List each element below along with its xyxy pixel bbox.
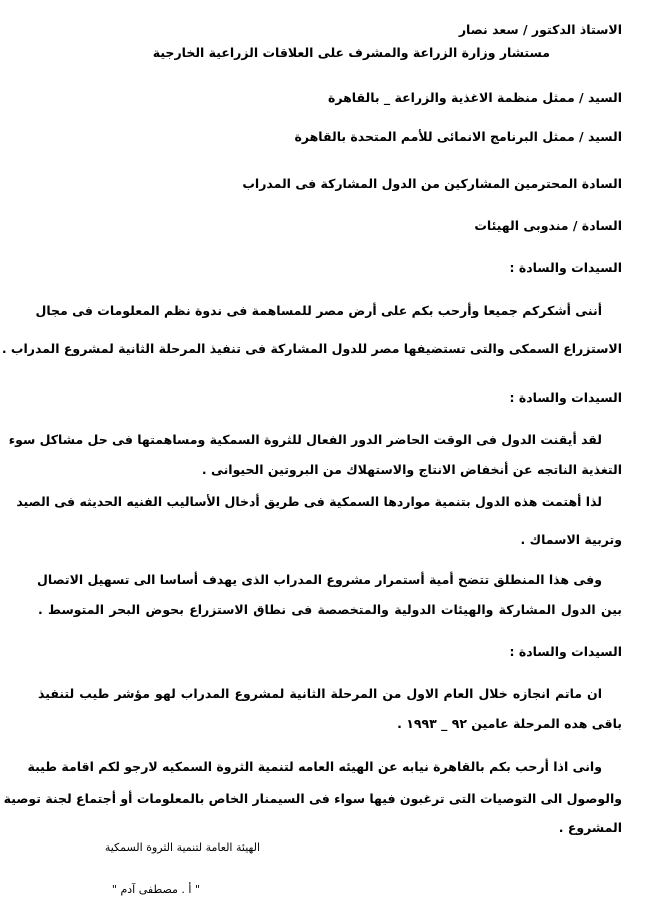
salutation-3: السيدات والسادة : (509, 644, 622, 659)
paragraph5-line2: باقى هده المرحلة عامين ٩٢ _ ١٩٩٣ . (397, 716, 622, 731)
paragraph1-line2: الاستزراع السمكى والتى تستضيفها مصر للدول المشاركة فى تنفيذ المرحلة الثانية لمشروع المدراب . (1, 341, 622, 356)
signature-name: " أ . مصطفى آدم " (111, 883, 200, 896)
paragraph3-line1: لذا أهتمت هذه الدول بتنمية مواردها السمكية فى طريق أدخال الأساليب الفنيه الحديثه فى الصيد (16, 494, 602, 509)
addressee-5: السادة / مندوبى الهيئات (474, 218, 622, 233)
paragraph2-line1: لقد أيقنت الدول فى الوقت الحاضر الدور الفعال للثروة السمكية ومساهمتها فى حل مشاكل سوء (8, 432, 602, 447)
salutation-1: السيدات والسادة : (509, 260, 622, 275)
paragraph4-line2: بين الدول المشاركة والهيئات الدولية والمتخصصة فى نطاق الاستزراع بحوض البحر المتوسط . (38, 602, 622, 617)
signature-title: الهيئة العامة لتنمية الثروة السمكية (104, 841, 260, 854)
paragraph4-line1: وفى هذا المنطلق تتضح أمية أستمرار مشروع المدراب الذى يهدف أساسا الى تسهيل الاتصال (37, 572, 602, 587)
paragraph6-line3: المشروع . (558, 820, 622, 835)
addressee-2: السيد / ممثل منظمة الاغذية والزراعة _ بالقاهرة (327, 90, 622, 105)
paragraph6-line2: والوصول الى التوصيات التى ترغبون فيها سواء فى السيمنار الخاص بالمعلومات أو أجتماع لجنة توصية (3, 791, 622, 806)
salutation-2: السيدات والسادة : (509, 390, 622, 405)
addressee-1: الاستاذ الدكتور / سعد نصار (458, 22, 622, 37)
addressee-3: السيد / ممثل البرنامج الانمائى للأمم المتحدة بالقاهرة (294, 129, 622, 144)
paragraph3-line2: وتربية الاسماك . (520, 532, 622, 547)
paragraph1-line1: أننى أشكركم جميعا وأرحب بكم على أرض مصر للمساهمة فى ندوة نظم المعلومات فى مجال (35, 303, 602, 318)
paragraph2-line2: التغذية الناتجه عن أنخفاض الانتاج والاستهلاك من البروتين الحيوانى . (201, 462, 622, 477)
addressee-1-title: مستشار وزارة الزراعة والمشرف على العلاقات الزراعية الخارجية (152, 45, 550, 60)
addressee-4: السادة المحترمين المشاركين من الدول المشاركة فى المدراب (242, 176, 622, 191)
paragraph6-line1: وانى اذا أرحب بكم بالقاهرة نيابه عن الهيئه العامه لتنمية الثروة السمكيه لارجو لكم اقامة طيبة (27, 759, 602, 774)
paragraph5-line1: ان ماتم انجازه خلال العام الاول من المرحلة الثانية لمشروع المدراب لهو مؤشر طيب لتنفيذ (38, 686, 602, 701)
